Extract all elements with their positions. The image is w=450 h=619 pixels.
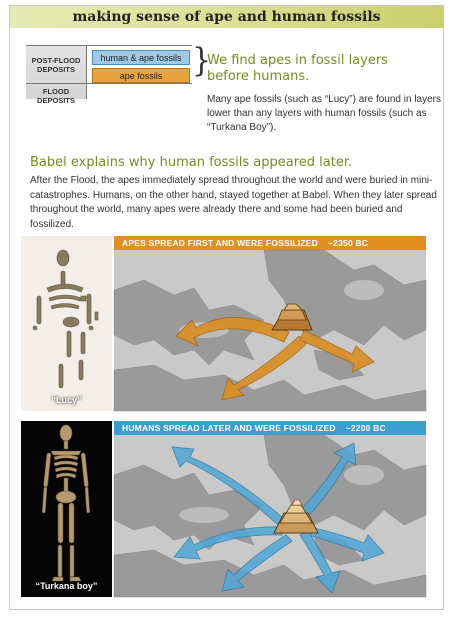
post-flood-label: POST-FLOOD DEPOSITS <box>31 56 81 74</box>
strata-diagram <box>26 45 192 105</box>
humans-spread-map <box>114 421 426 597</box>
skeleton-icon <box>21 421 112 597</box>
humans-map <box>114 435 426 597</box>
banner-title: making sense of ape and human fossils <box>72 9 381 25</box>
section2-heading: Babel explains why human fossils appeared later. <box>30 155 353 170</box>
flood-label: FLOOD DEPOSITS <box>37 87 75 105</box>
header-banner <box>10 6 443 28</box>
humans-map-date: ~2200 BC <box>345 423 386 433</box>
apes-map <box>114 250 426 411</box>
human-ape-fossils-band: human & ape fossils <box>92 50 190 65</box>
humans-map-title: HUMANS SPREAD LATER AND WERE FOSSILIZED <box>122 423 336 433</box>
apes-map-title: APES SPREAD FIRST AND WERE FOSSILIZED <box>122 238 318 248</box>
ape-fossils-band: ape fossils <box>92 68 190 83</box>
section2-body: After the Flood, the apes immediately spread throughout the world and were buried in mini-catastrophes. Humans, on the other hand, stayed together at Babel. When they later spread throughout the world, many apes were already there and some had been buried and fossilized. <box>30 175 437 230</box>
apes-map-date: ~2350 BC <box>328 238 369 248</box>
turkana-caption: “Turkana boy” <box>35 581 98 591</box>
section1-body: Many ape fossils (such as “Lucy”) are found in layers lower than any layers with human fossils (such as “Turkana Boy”). <box>207 94 441 133</box>
section1-heading: We find apes in fossil layers before humans. <box>207 53 388 84</box>
lucy-skeleton-photo <box>21 236 112 411</box>
humans-map-title-bar <box>114 421 426 435</box>
lucy-caption: “Lucy” <box>51 395 82 405</box>
skeleton-icon <box>21 236 112 411</box>
apes-spread-map <box>114 236 426 411</box>
brace-icon: } <box>192 41 212 80</box>
turkana-boy-skeleton-photo <box>21 421 112 597</box>
apes-map-title-bar <box>114 236 426 250</box>
